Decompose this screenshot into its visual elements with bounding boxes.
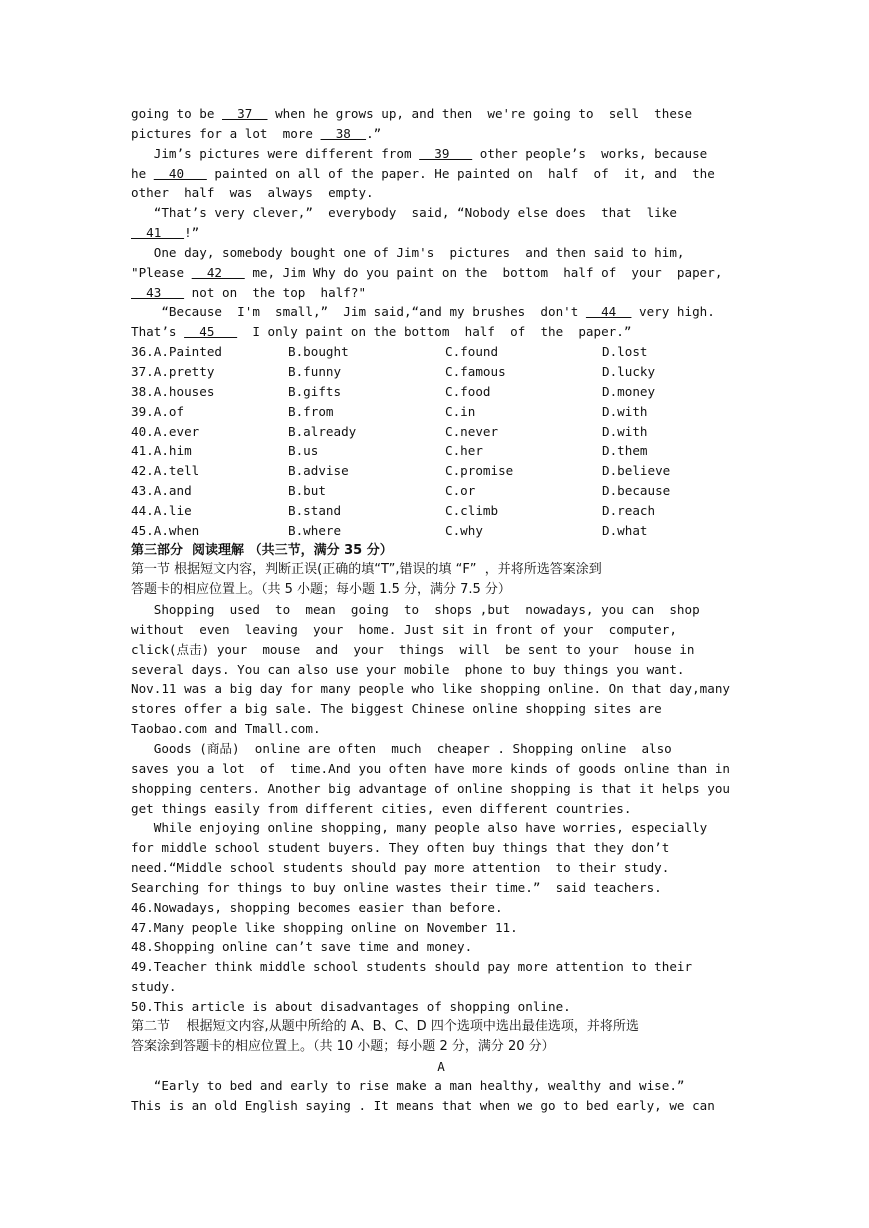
option-choice: D.with bbox=[602, 423, 648, 439]
cloze-blank: 42 bbox=[191, 264, 245, 280]
passage-line: 46.Nowadays, shopping becomes easier than before. bbox=[131, 899, 503, 915]
cloze-blank: 40 bbox=[153, 165, 207, 181]
passage-line: get things easily from different cities, even different countries. bbox=[131, 800, 632, 816]
option-row bbox=[131, 402, 751, 422]
section2-instruction-line: 第二节 根据短文内容,从题中所给的 A、B、C、D 四个选项中选出最佳选项，并将所选 bbox=[131, 1018, 639, 1034]
cloze-text: he bbox=[131, 165, 154, 181]
option-choice: 37.A.pretty bbox=[131, 363, 215, 379]
passage-line: 48.Shopping online can’t save time and money. bbox=[131, 939, 473, 955]
option-choice: C.in bbox=[445, 403, 476, 419]
option-choice: C.found bbox=[445, 344, 499, 360]
cloze-text: other people’s works, because bbox=[472, 145, 708, 161]
option-choice: B.but bbox=[288, 483, 326, 499]
option-choice: 36.A.Painted bbox=[131, 344, 222, 360]
option-choice: B.from bbox=[288, 403, 334, 419]
cloze-blank: 39 bbox=[419, 145, 473, 161]
cloze-text: when he grows up, and then we're going to sell these bbox=[267, 106, 693, 121]
passage-line: need.“Middle school students should pay more attention to their study. bbox=[131, 860, 670, 876]
section1-instruction-line: 第一节 根据短文内容，判断正误(正确的填“T”,错误的填 “F” ，并将所选答案涂到 bbox=[131, 562, 602, 578]
option-choice: D.because bbox=[602, 483, 671, 499]
cloze-text: “Because I'm small,” Jim said,“and my brushes don't bbox=[131, 304, 586, 320]
section1-instruction-line: 答题卡的相应位置上。（共 5 小题；每小题 1.5 分，满分 7.5 分） bbox=[131, 582, 511, 598]
cloze-text: I only paint on the bottom half of the paper.” bbox=[237, 324, 632, 340]
passage-line: Goods (商品) online are often much cheaper . Shopping online also bbox=[131, 741, 672, 756]
cloze-text: me, Jim Why do you paint on the bottom half of your paper, bbox=[244, 264, 723, 280]
cloze-blank: 45 bbox=[184, 324, 238, 340]
option-choice: B.already bbox=[288, 423, 357, 439]
passage-line: stores offer a big sale. The biggest Chinese online shopping sites are bbox=[131, 701, 662, 717]
section2-instruction-line: 答案涂到答题卡的相应位置上。（共 10 小题；每小题 2 分，满分 20 分） bbox=[131, 1038, 555, 1054]
option-choice: D.them bbox=[602, 443, 648, 459]
cloze-text: That’s bbox=[131, 324, 185, 340]
cloze-text: pictures for a lot more bbox=[131, 125, 321, 141]
option-choice: D.believe bbox=[602, 463, 671, 479]
passage-line: Nov.11 was a big day for many people who like shopping online. On that day,many bbox=[131, 681, 730, 697]
option-choice: 38.A.houses bbox=[131, 383, 215, 399]
option-choice: 43.A.and bbox=[131, 483, 192, 499]
passage-a-label: A bbox=[437, 1058, 445, 1074]
passage-line: 50.This article is about disadvantages of shopping online. bbox=[131, 998, 571, 1014]
option-choice: 44.A.lie bbox=[131, 502, 192, 518]
cloze-blank: 37 bbox=[222, 106, 268, 121]
cloze-line bbox=[131, 223, 751, 243]
cloze-text: !” bbox=[184, 225, 200, 241]
option-choice: B.where bbox=[288, 522, 342, 538]
passage-line: Searching for things to buy online wastes their time.” said teachers. bbox=[131, 879, 662, 895]
option-choice: B.gifts bbox=[288, 383, 342, 399]
cloze-text: other half was always empty. bbox=[131, 185, 374, 201]
option-choice: C.promise bbox=[445, 463, 514, 479]
cloze-text: Jim’s pictures were different from bbox=[131, 145, 420, 161]
passage-line: study. bbox=[131, 979, 177, 995]
option-choice: B.advise bbox=[288, 463, 349, 479]
option-choice: C.why bbox=[445, 522, 483, 538]
exam-page bbox=[131, 104, 751, 1116]
passage-line: several days. You can also use your mobile phone to buy things you want. bbox=[131, 661, 685, 677]
cloze-blank: 43 bbox=[131, 284, 185, 300]
cloze-blank: 38 bbox=[320, 125, 367, 141]
option-choice: B.us bbox=[288, 443, 319, 459]
cloze-text: .” bbox=[366, 125, 382, 141]
option-choice: C.or bbox=[445, 483, 476, 499]
option-row bbox=[131, 481, 751, 501]
cloze-passage bbox=[131, 104, 751, 342]
passage-line: for middle school student buyers. They often buy things that they don’t bbox=[131, 840, 670, 856]
reading-passage bbox=[131, 600, 751, 1017]
cloze-text: "Please bbox=[131, 264, 192, 280]
cloze-text: going to be bbox=[131, 106, 222, 121]
option-row bbox=[131, 422, 751, 442]
option-choice: 42.A.tell bbox=[131, 463, 200, 479]
option-choice: 41.A.him bbox=[131, 443, 192, 459]
option-choice: D.reach bbox=[602, 502, 656, 518]
cloze-line bbox=[131, 283, 751, 303]
cloze-line bbox=[131, 302, 751, 322]
cloze-text: “That’s very clever,” everybody said, “Nobody else does that like bbox=[131, 205, 677, 221]
cloze-line bbox=[131, 183, 751, 203]
part3-heading: 第三部分 阅读理解 （共三节，满分 35 分） bbox=[131, 542, 393, 558]
cloze-line bbox=[131, 322, 751, 342]
cloze-blank: 44 bbox=[585, 304, 632, 320]
cloze-text: not on the top half?" bbox=[184, 284, 367, 300]
cloze-line bbox=[131, 164, 751, 184]
passage-line: Taobao.com and Tmall.com. bbox=[131, 721, 321, 737]
option-choice: D.lost bbox=[602, 344, 648, 360]
passage-a bbox=[131, 1076, 751, 1116]
cloze-options bbox=[131, 342, 751, 540]
option-row bbox=[131, 441, 751, 461]
passage-line: click(点击) your mouse and your things will be sent to your house in bbox=[131, 641, 695, 657]
cloze-line bbox=[131, 144, 751, 164]
option-choice: C.food bbox=[445, 383, 491, 399]
cloze-line bbox=[131, 243, 751, 263]
passage-line: shopping centers. Another big advantage of online shopping is that it helps you bbox=[131, 780, 730, 796]
cloze-line bbox=[131, 203, 751, 223]
cloze-line bbox=[131, 263, 751, 283]
option-choice: B.funny bbox=[288, 363, 342, 379]
option-choice: D.what bbox=[602, 522, 648, 538]
option-choice: D.money bbox=[602, 383, 656, 399]
option-row bbox=[131, 521, 751, 541]
option-choice: D.lucky bbox=[602, 363, 656, 379]
option-choice: B.stand bbox=[288, 502, 342, 518]
option-choice: 39.A.of bbox=[131, 403, 185, 419]
cloze-line bbox=[131, 124, 751, 144]
passage-a-line: This is an old English saying . It means that when we go to bed early, we can bbox=[131, 1098, 715, 1114]
option-choice: B.bought bbox=[288, 344, 349, 360]
cloze-text: One day, somebody bought one of Jim's pictures and then said to him, bbox=[131, 244, 685, 260]
passage-line: 49.Teacher think middle school students should pay more attention to their bbox=[131, 959, 693, 975]
cloze-line bbox=[131, 104, 751, 124]
passage-line: Shopping used to mean going to shops ,but nowadays, you can shop bbox=[131, 602, 700, 618]
passage-line: While enjoying online shopping, many people also have worries, especially bbox=[131, 820, 708, 836]
cloze-text: painted on all of the paper. He painted on half of it, and the bbox=[206, 165, 715, 181]
option-row bbox=[131, 382, 751, 402]
passage-a-line: “Early to bed and early to rise make a man healthy, wealthy and wise.” bbox=[131, 1078, 685, 1094]
option-row bbox=[131, 342, 751, 362]
option-choice: C.climb bbox=[445, 502, 499, 518]
passage-line: saves you a lot of time.And you often have more kinds of goods online than in bbox=[131, 760, 730, 776]
option-choice: D.with bbox=[602, 403, 648, 419]
option-choice: 40.A.ever bbox=[131, 423, 200, 439]
passage-line: 47.Many people like shopping online on November 11. bbox=[131, 919, 518, 935]
passage-line: without even leaving your home. Just sit in front of your computer, bbox=[131, 621, 677, 637]
cloze-text: very high. bbox=[631, 304, 715, 320]
option-choice: C.her bbox=[445, 443, 483, 459]
option-row bbox=[131, 362, 751, 382]
option-choice: 45.A.when bbox=[131, 522, 200, 538]
option-row bbox=[131, 501, 751, 521]
cloze-blank: 41 bbox=[131, 225, 185, 241]
option-choice: C.famous bbox=[445, 363, 506, 379]
option-row bbox=[131, 461, 751, 481]
option-choice: C.never bbox=[445, 423, 499, 439]
